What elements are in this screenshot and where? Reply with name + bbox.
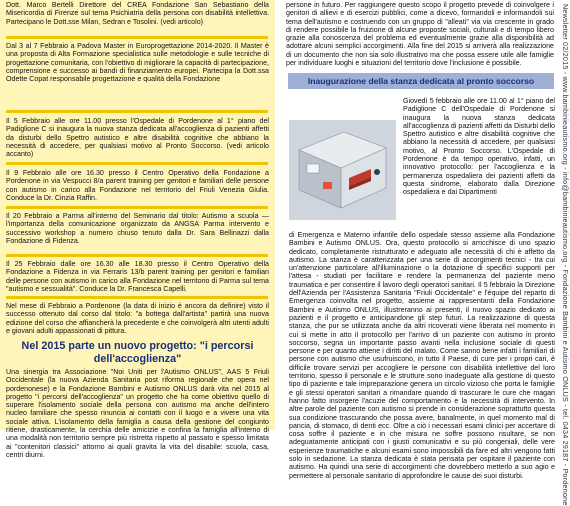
event-text: Nel mese di Febbraio a Pordenone (la data di inizio è ancora da definire) visto il successo ottenuto dal corso dal titolo: "a bottega dall'artista" partirà una nuova edizione del corso che affiancherà la precedente e che coinvolgerà altri utenti adulti e giovani adulti appassionati di pittura.	[6, 302, 269, 335]
event-text: Il 9 Febbraio alle ore 16.30 presso il Centro Operativo della Fondazione a Pordenone in via Vespucci 8/a parent training per genitori e familiari delle persone con autismo in carico alla Fondazione nel territorio del Friuli Venezia Giulia. Conduce la Dr. Cinzia Raffin.	[6, 169, 269, 202]
events-column	[0, 0, 275, 459]
article-body-text: di Emergenza e Materno infantile dello ospedale stesso assieme alla Fondazione Bambini e Autismo ONLUS. Ora, questo protocollo si arricchisce di uno spazio dedicato, completamente ristrutturato e adeguato alle necessità di chi è affetto da autismo. La stanza è caratterizzata per una serie di accorgimenti tecnici - tra cui un'attenzione particolare all'illuminazione o la dotazione di specifici supporti per l'attesa - studiati per facilitare e rendere la permanenza del paziente meno traumatica e per consentire il lavoro degli operatori sanitari. Il 5 febbraio la Direzione dell'Azienda per l'Assistenza Sanitaria "Friuli Occidentale" e l'équipe del reparto di Emergenza coinvolta nel progetto, assieme ai rappresentanti della Fondazione Bambini e Autismo ONLUS, illustreranno ai presenti, il nuovo spazio dedicato ai pazienti e il progetto e anticipandone gli step futuri. La realizzazione di questa stanza, che pur se utilizzata anche da altri ricoverati viene liberata nel momento in cui si mette in atto il protocollo per l'arrivo di un paziente con autismo in pronto soccorso, segna un importante passo avanti nella inclusione sociale di questi persone e per quanto attiene i diritti del malato. Come sanno bene infatti i familiari di persone con autismo che usufruiscono, in tutto il Paese, di cure per i propri cari, è difficile trovare servizi per accogliere le persone con disabilità intellettive del loro territorio, spesso il personale e le strutture sono inadeguate alla gestione di questo tipo di paziente e tale impreparazione genera un circolo vizioso che porta le famiglie e gli stessi operatori sanitari a rimandare quando di trascurare le cure che magari hanno fatto insorgere l'acuzie del comportamento e la necessità di intervento. In altre parole del paziente con autismo si prende in considerazione soprattutto questa sua condizione trascurando che possa avere, banalmente, in quel momento mal di pancia, di stomaco, di denti ecc. Oltre a ciò i necessari esami clinici per accertare di cosa soffre il paziente e in che misura ne soffre possono risultare, se non adeguatamente anticipati con i giusti comunicativi e su più congeniali, delle vere esperienze traumatiche e alcuni esami sono impossibili da fare ed altri vengono fatti solo in sedazione. La stanza dedicata è stata pensata per ospitare il paziente con autismo. Ha quindi una serie di accorgimenti che dovrebbero metterlo a suo agio e permettere al personale sanitario di approfondire le cause dei suoi disturbi.	[289, 231, 555, 480]
divider	[6, 296, 268, 299]
room-illustration-icon	[289, 120, 396, 220]
event-fidenza	[0, 260, 275, 293]
divider	[6, 110, 268, 113]
event-text: Dott. Marco Bertelli Direttore del CREA Fondazione San Sebastiano della Misericordia di Firenze sul tema Psichiatria della persona con disabilità intellettiva. Partecipano le Dott.sse Milan, Sedran e Tosolini. (vedi articolo)	[6, 1, 269, 26]
section-heading: Nel 2015 parte un nuovo progetto: "i percorsi dell'accoglienza"	[21, 340, 254, 365]
article-body	[289, 231, 555, 480]
event-parma	[0, 212, 275, 245]
inauguration-intro	[403, 97, 555, 197]
event-ospedale	[0, 117, 275, 158]
divider	[6, 36, 268, 39]
event-parent-training	[0, 169, 275, 202]
divider	[6, 206, 268, 209]
side-strip	[559, 0, 570, 506]
room-photo	[289, 120, 396, 220]
event-text: Il 5 Febbraio alle ore 11.00 presso l'Ospedale di Pordenone al 1° piano del Padiglione C si inaugura la nuova stanza dedicata all'accoglienza di pazienti affetti da disturbi dello Spettro autistico e altre disabilità cognitive che abbiano la necessità di accedere, per qualsiasi motivo al Pronto Soccorso. (vedi articolo accanto)	[6, 117, 269, 159]
project-text: Una sinergia tra Associazione "Noi Uniti per l'Autismo ONLUS", AAS 5 Friuli Occidentale (la nuova Azienda Sanitaria post riforma regionale che opera nel pordenonese) e la Fondazione Bambini e Autismo ONLUS darà vita nel 2015 al progetto "i percorsi dell'accoglienza" un progetto che ha come obiettivo quello di superare l'isolamento sociale della persona con autismo ma anche dell'intero nucleo familiare che spesso rinuncia ai contatti con il luogo e a vivere una vita sociale attiva. L'isolamento della famiglia a causa della gestione del congiunto ritiene, drasticamente, la cerchia delle amicizie e confina la famiglia all'interno di una modalità non territorio sempre più ristretta rispetto al passato e spesso limitata ai "contenitori classici" attorno ai quali gravita la vita del disabile: scuola, casa, centri diurni.	[6, 368, 269, 459]
project-description	[0, 368, 275, 459]
event-padova	[0, 42, 275, 83]
event-corso	[0, 302, 275, 335]
article-intro-text: persone in futuro. Per raggiungere questo scopo il progetto prevede di coinvolgere i genitori di allievi e di esercizi pubblici, come a dicevo, formandoli e informandoli sui tema dell'autismo e costruendo con un gruppo di "alleati" via via crescente in grado di rendere possibile la fruizione di alcune proposte sociali, culturali e di tempo libero grazie alla conoscenza del problema ed eventualmente grazie alla disponibilità ad adottare alcuni semplici accorgimenti. Alla fine del 2015 si arriverà alla realizzazione di un documento che non sia solo illustrativo ma che possa essere utile alle famiglie per individuare luoghi e situazioni del territorio dove l'inclusione è possibile.	[286, 1, 554, 68]
event-text: Il 25 Febbraio dalle ore 16.30 alle 18.30 presso il Centro Operativo della Fondazione a Fidenza in via Ferraris 13/b parent training per genitori e familiari delle persone con autismo in carico alla Fondazione nel territorio di Parma sul tema "autismo e sessualità". Conduce la Dr. Francesca Capelli.	[6, 260, 269, 293]
article-banner: Inaugurazione della stanza dedicata al pronto soccorso	[288, 73, 554, 89]
divider	[6, 162, 268, 165]
event-text: Il 20 Febbraio a Parma all'interno del Seminario dal titolo: Autismo a scuola — l'importanza della comunicazione organizzato da ANGSA Parma intervento e successivo workshop a numero chiuso tenuto dalla Dr. Sara Bellinazzi dalla Fondazione di Fidenza.	[6, 212, 269, 245]
event-text: Dal 3 al 7 Febbraio a Padova Master in Europrogettazione 2014-2020. Il Master è una proposta di Alta Formazione specialistica sulle metodologie e sulle tecniche di progettazione comunitaria, con l'obiettivo di migliorare la capacità di partecipazione, comprensione e successo ai bandi di finanziamento europei. Partecipa la Dott.ssa Odette Copat responsabile progettazione e qualità della Fondazione	[6, 42, 269, 84]
article-intro	[286, 1, 554, 67]
divider	[6, 254, 268, 257]
event-fragment	[0, 1, 275, 26]
side-strip-text: Newsletter 02/2015 - www.bambinieautismo.org - info@bambinieautismo.org - Fondazione Bambini e Autismo ONLUS - tel. 0434 29187 - Pordenone	[561, 4, 570, 506]
inauguration-text: Giovedì 5 febbraio alle ore 11.00 al 1° piano del Padiglione C dell'Ospedale di Pordenone si inaugura la nuova stanza dedicata all'accoglienza di pazienti affetti da Disturbi dello Spettro autistico e altre disabilità cognitive che abbiano la necessità di accedere, per qualsiasi motivo, al Pronto Soccorso. L'Ospedale di Pordenone è da tempo operativo, infatti, un innovativo protocollo: per l'accoglienza e la permanenza ospedaliera dei pazienti affetti da questa sindrome, elaborato dalla Direzione ospedaliera e dai Dipartimenti	[403, 97, 555, 197]
